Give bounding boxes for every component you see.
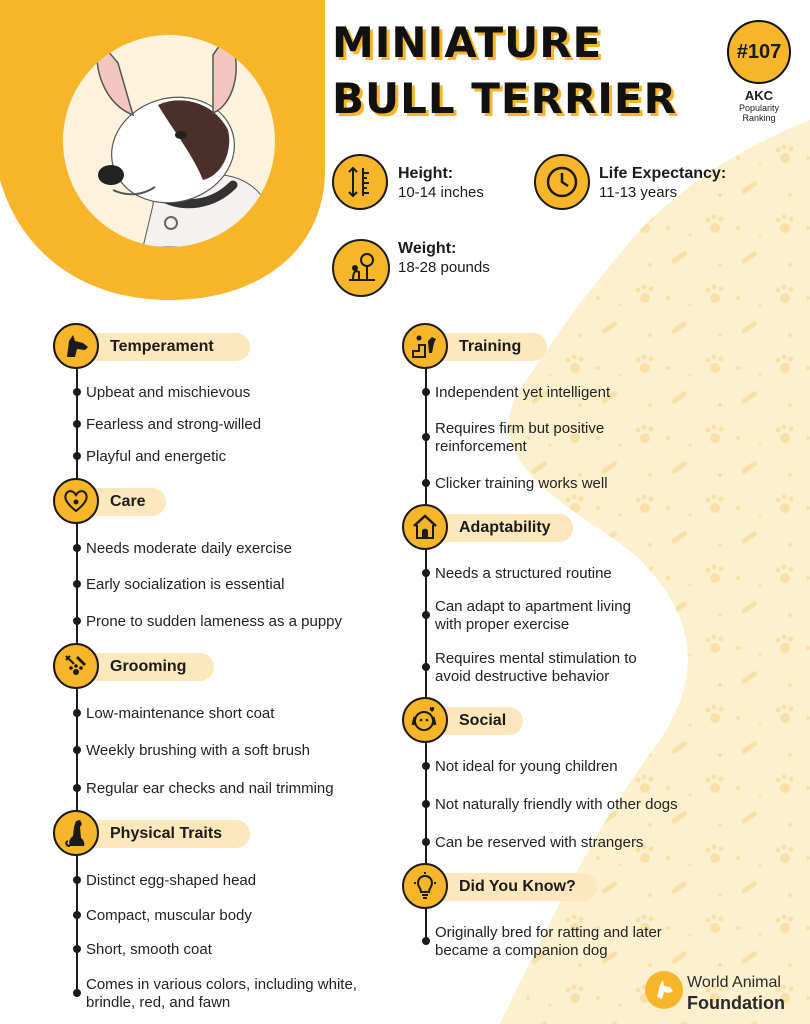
grooming-icon	[53, 643, 99, 689]
list-item: Can adapt to apartment living	[435, 598, 631, 615]
bullet	[422, 937, 430, 945]
list-item: Upbeat and mischievous	[86, 384, 251, 401]
bullet	[73, 544, 81, 552]
list-item-continued: became a companion dog	[435, 942, 608, 959]
height-label: Height:	[398, 165, 454, 182]
list-item: Short, smooth coat	[86, 941, 212, 958]
list-item-continued: avoid destructive behavior	[435, 668, 610, 685]
list-item: Compact, muscular body	[86, 907, 252, 924]
bullet	[73, 911, 81, 919]
list-item: Clicker training works well	[435, 475, 608, 492]
sitting-dog-icon	[53, 810, 99, 856]
rank-sublabel-popularity: Popularity	[738, 103, 780, 113]
rank-label: AKC	[744, 88, 774, 103]
rank-sublabel-ranking: Ranking	[742, 113, 776, 123]
popularity-rank-badge: #107	[727, 20, 791, 84]
bullet	[422, 663, 430, 671]
list-item: Distinct egg-shaped head	[86, 872, 257, 889]
section-title-grooming: Grooming	[80, 653, 214, 681]
section-title-temperament: Temperament	[80, 333, 250, 361]
list-item: Needs moderate daily exercise	[86, 540, 292, 557]
section-title-adaptability: Adaptability	[429, 514, 573, 542]
bullet	[73, 388, 81, 396]
scale-icon	[332, 239, 390, 297]
list-item: Requires firm but positive	[435, 420, 605, 437]
list-item: Not ideal for young children	[435, 758, 618, 775]
list-item: Regular ear checks and nail trimming	[86, 780, 334, 797]
dog-head-icon	[53, 323, 99, 369]
page-title-line1: MINIATURE	[332, 18, 603, 67]
list-item: Independent yet intelligent	[435, 384, 611, 401]
bullet	[73, 452, 81, 460]
list-item: Playful and energetic	[86, 448, 227, 465]
list-item: Needs a structured routine	[435, 565, 612, 582]
weight-label: Weight:	[398, 240, 457, 257]
bullet	[422, 762, 430, 770]
brand-name-line2: Foundation	[687, 993, 785, 1013]
list-item: Comes in various colors, including white,	[86, 976, 357, 993]
ruler-icon	[332, 154, 388, 210]
bullet	[73, 709, 81, 717]
bullet	[422, 569, 430, 577]
lightbulb-icon	[402, 863, 448, 909]
bullet	[73, 746, 81, 754]
bullet	[422, 611, 430, 619]
bullet	[73, 580, 81, 588]
section-title-social: Social	[429, 707, 523, 735]
section-title-care: Care	[80, 488, 166, 516]
life-expectancy-label: Life Expectancy:	[599, 165, 727, 182]
life-expectancy-value: 11-13 years	[599, 184, 678, 201]
list-item: Originally bred for ratting and later	[435, 924, 662, 941]
bullet	[422, 433, 430, 441]
bullet	[73, 617, 81, 625]
list-item: Weekly brushing with a soft brush	[86, 742, 310, 759]
page-title-line2: BULL TERRIER	[332, 74, 677, 123]
bullet	[422, 479, 430, 487]
list-item: Requires mental stimulation to	[435, 650, 637, 667]
bullet	[73, 989, 81, 997]
clock-icon	[534, 154, 590, 210]
section-title-physical-traits: Physical Traits	[80, 820, 250, 848]
section-title-did-you-know: Did You Know?	[429, 873, 597, 901]
brand-name-line1: World Animal	[687, 974, 781, 991]
doghouse-icon	[402, 504, 448, 550]
bullet	[73, 784, 81, 792]
bull-terrier-illustration	[63, 35, 275, 247]
dog-portrait	[63, 35, 275, 247]
height-value: 10-14 inches	[398, 184, 484, 201]
list-item-continued: reinforcement	[435, 438, 527, 455]
bullet	[422, 800, 430, 808]
world-animal-foundation-logo	[645, 971, 683, 1009]
bullet	[422, 838, 430, 846]
bullet	[73, 945, 81, 953]
list-item: Low-maintenance short coat	[86, 705, 275, 722]
heart-paw-icon	[53, 478, 99, 524]
weight-value: 18-28 pounds	[398, 259, 490, 276]
list-item: Not naturally friendly with other dogs	[435, 796, 678, 813]
list-item: Prone to sudden lameness as a puppy	[86, 613, 343, 630]
list-item: Can be reserved with strangers	[435, 834, 644, 851]
list-item-continued: with proper exercise	[435, 616, 570, 633]
bullet	[422, 388, 430, 396]
bullet	[73, 420, 81, 428]
list-item: Early socialization is essential	[86, 576, 285, 593]
section-title-training: Training	[429, 333, 547, 361]
bullet	[73, 876, 81, 884]
list-item-continued: brindle, red, and fawn	[86, 994, 231, 1011]
list-item: Fearless and strong-willed	[86, 416, 262, 433]
training-icon	[402, 323, 448, 369]
dog-face-heart-icon	[402, 697, 448, 743]
